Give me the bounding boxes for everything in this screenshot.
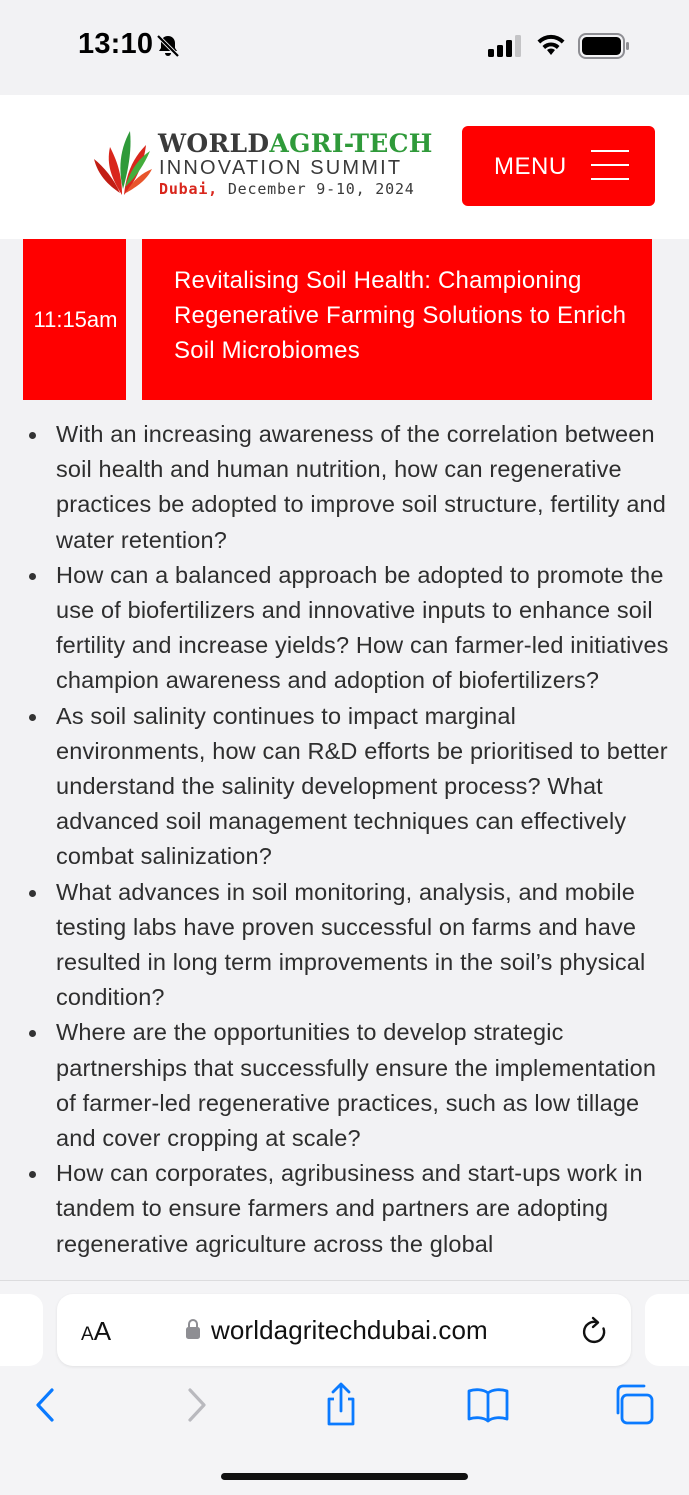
back-icon[interactable] <box>22 1381 70 1429</box>
share-icon[interactable] <box>317 1381 365 1429</box>
leaf-logo-icon <box>92 129 154 195</box>
home-indicator[interactable] <box>221 1473 468 1480</box>
logo-subtitle: INNOVATION SUMMIT <box>159 157 403 179</box>
logo-date-text: December 9-10, 2024 <box>218 180 415 198</box>
menu-button[interactable] <box>462 126 655 206</box>
list-item: What advances in soil monitoring, analysis, and mobile testing labs have proven successful on farms and have resulted in long term improvements in the soil’s physical condition? <box>0 875 689 1016</box>
signal-icon <box>488 35 522 57</box>
summit-logo[interactable] <box>92 127 433 198</box>
site-header <box>0 95 689 239</box>
reload-icon[interactable] <box>581 1316 609 1346</box>
list-item: How can corporates, agribusiness and start-ups work in tandem to ensure farmers and partners are adopting regenerative agriculture across the global <box>0 1156 689 1262</box>
menu-label: MENU <box>494 153 567 180</box>
page-content <box>0 239 689 1280</box>
list-item: As soil salinity continues to impact marginal environments, how can R&D efforts be prioritised to better understand the salinity development process? What advanced soil management techniques can effectively combat salinization? <box>0 699 689 875</box>
status-time: 13:10 <box>78 28 154 60</box>
logo-date <box>159 180 415 198</box>
lock-icon <box>185 1318 201 1340</box>
next-tab-preview[interactable] <box>645 1294 689 1366</box>
logo-title-agritech: AGRI-TECH <box>269 129 433 158</box>
battery-icon <box>578 33 630 59</box>
aa-large-letter: A <box>93 1316 112 1346</box>
tabs-icon[interactable] <box>610 1381 658 1429</box>
list-item: Where are the opportunities to develop strategic partnerships that successfully ensure the implementation of farmer-led regenerative practices, such as low tillage and cover cropping at scale? <box>0 1015 689 1156</box>
session-title: Revitalising Soil Health: Championing Regenerative Farming Solutions to Enrich Soil Microbiomes <box>142 239 652 400</box>
hamburger-icon <box>591 150 629 180</box>
aa-small-letter: A <box>81 1324 94 1345</box>
forward-icon[interactable] <box>172 1381 220 1429</box>
logo-title <box>158 129 433 158</box>
page-settings-button[interactable] <box>81 1316 111 1347</box>
address-bar[interactable] <box>57 1294 631 1366</box>
bookmarks-icon[interactable] <box>464 1381 512 1429</box>
list-item: With an increasing awareness of the correlation between soil health and human nutrition, how can regenerative practices be adopted to improve soil structure, fertility and water retention? <box>0 417 689 558</box>
session-time: 11:15am <box>23 239 126 400</box>
browser-toolbar <box>0 1381 689 1441</box>
wifi-icon <box>535 33 567 57</box>
list-item: How can a balanced approach be adopted to promote the use of biofertilizers and innovative inputs to enhance soil fertility and increase yields? How can farmer-led initiatives champion awareness and adoption of biofertilizers? <box>0 558 689 699</box>
browser-bottom-bar <box>0 1280 689 1495</box>
previous-tab-preview[interactable] <box>0 1294 43 1366</box>
logo-title-world: WORLD <box>158 129 270 158</box>
logo-city: Dubai, <box>159 180 218 198</box>
url-text[interactable]: worldagritechdubai.com <box>211 1315 488 1345</box>
session-questions <box>0 417 689 1262</box>
bell-slash-icon <box>155 33 181 59</box>
status-bar <box>0 0 689 95</box>
